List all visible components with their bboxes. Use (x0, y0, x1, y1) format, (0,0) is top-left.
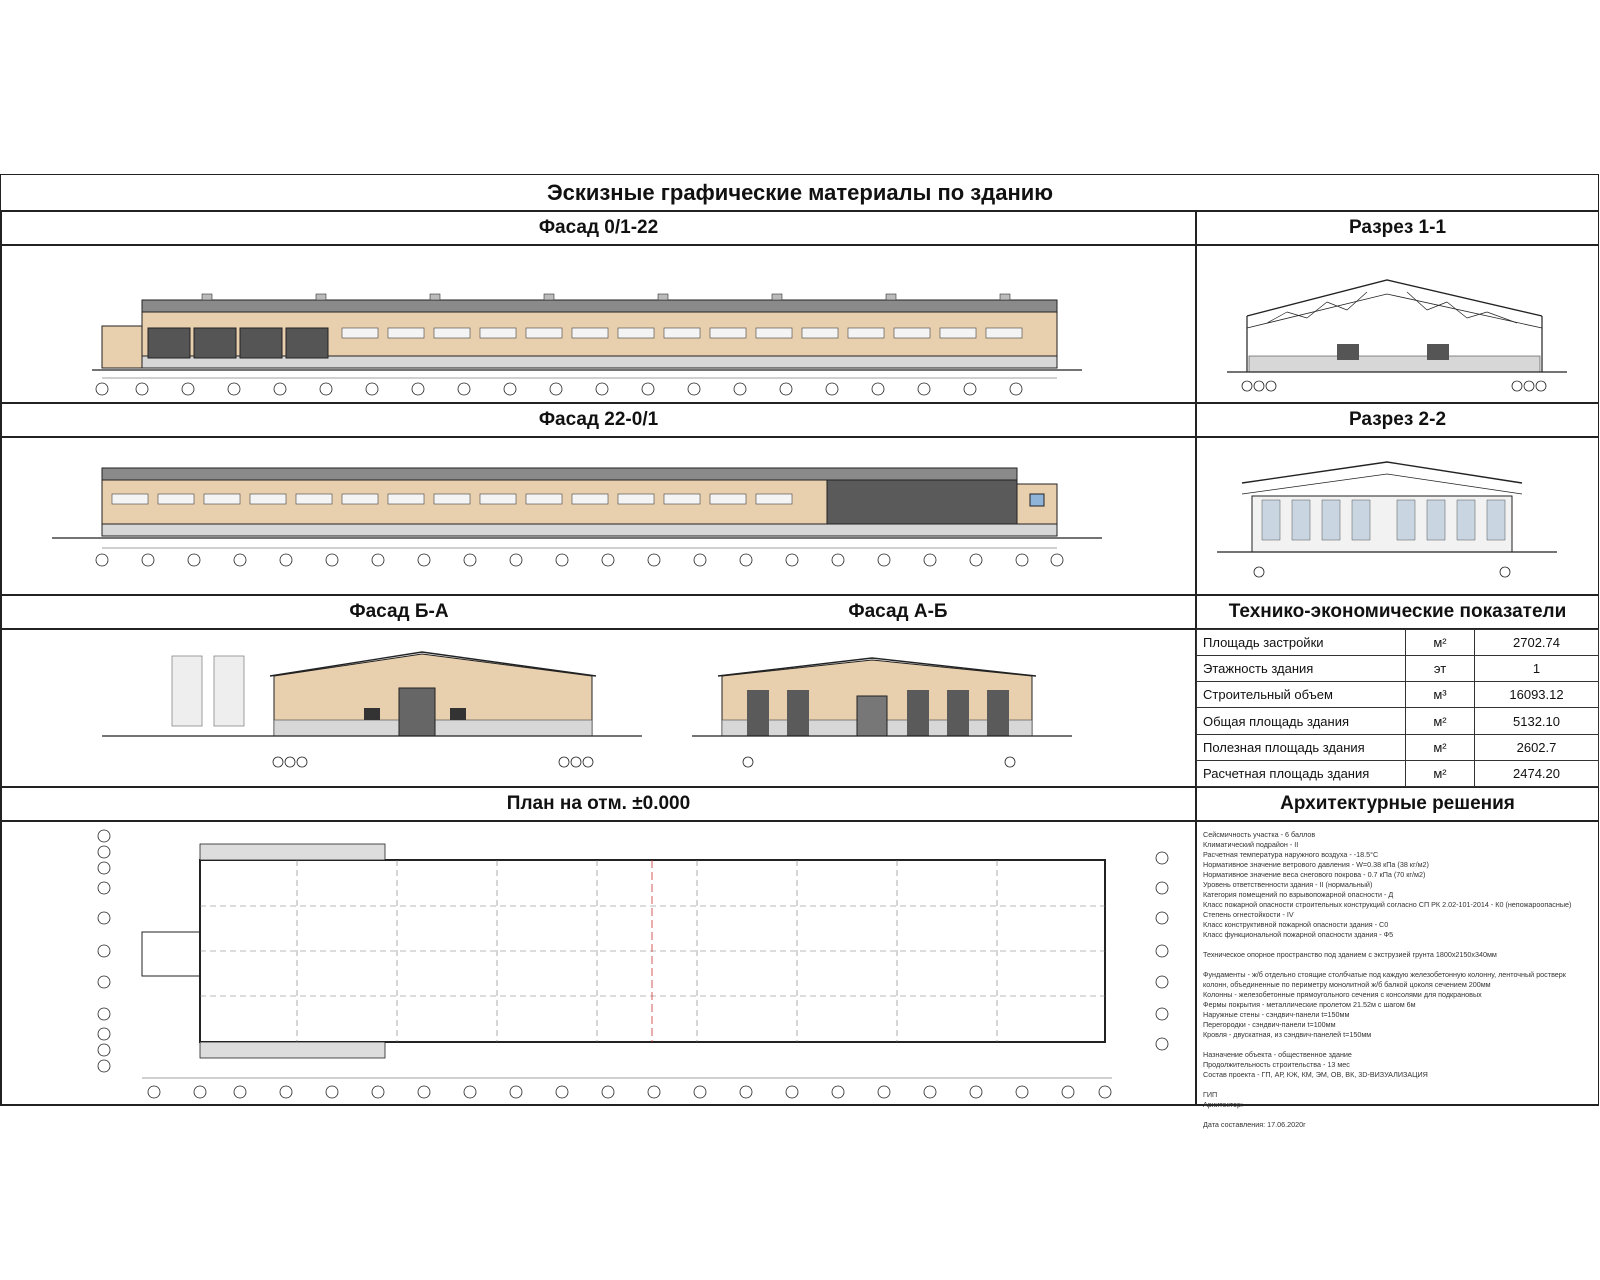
facade-2-title: Фасад 22-0/1 (1, 403, 1196, 437)
facade-1-svg (2, 246, 1197, 404)
section-2-title: Разрез 2-2 (1196, 403, 1599, 437)
facade-1-drawing (1, 245, 1196, 403)
note-line: Класс пожарной опасности строительных конструкций согласно СП РК 2.02-101-2014 - К0 (непожароопасные) (1203, 900, 1572, 909)
plan-svg (2, 822, 1197, 1106)
table-row (1197, 708, 1599, 734)
indicator-value: 2702.74 (1475, 630, 1599, 656)
note-line: Фундаменты - ж/б отдельно стоящие столбчатые под каждую железобетонную колонну, ленточный ростверк (1203, 970, 1566, 979)
indicator-value: 5132.10 (1475, 708, 1599, 734)
indicator-name: Расчетная площадь здания (1197, 760, 1406, 786)
facade-ba-title: Фасад Б-А (1, 595, 796, 629)
note-line: Состав проекта - ГП, АР, КЖ, КМ, ЭМ, ОВ, ВК, 3D-ВИЗУАЛИЗАЦИЯ (1203, 1070, 1428, 1079)
note-line: Колонны - железобетонные прямоугольного сечения с консолями для подкрановых (1203, 990, 1482, 999)
plan-drawing (1, 821, 1196, 1105)
table-row (1197, 630, 1599, 656)
note-line: Климатический подрайон - II (1203, 840, 1299, 849)
facade-ba-svg (2, 630, 1197, 788)
note-line: Продолжительность строительства - 13 мес (1203, 1060, 1350, 1069)
note-line: Класс функциональной пожарной опасности здания - Ф5 (1203, 930, 1394, 939)
note-line: Уровень ответственности здания - II (нормальный) (1203, 880, 1373, 889)
indicator-value: 2602.7 (1475, 734, 1599, 760)
indicator-unit: эт (1406, 656, 1475, 682)
section-2-drawing (1196, 437, 1599, 595)
note-line: Техническое опорное пространство под зданием с экструзией грунта 1800x2150x340мм (1203, 950, 1497, 959)
section-1-drawing (1196, 245, 1599, 403)
table-row (1197, 656, 1599, 682)
note-line: Нормативное значение веса снегового покрова - 0.7 кПа (70 кг/м2) (1203, 870, 1426, 879)
arch-notes-cell (1196, 821, 1599, 1129)
note-line: Наружные стены - сэндвич-панели t=150мм (1203, 1010, 1350, 1019)
indicator-name: Этажность здания (1197, 656, 1406, 682)
section-1-svg (1197, 246, 1600, 404)
plan-title: План на отм. ±0.000 (1, 787, 1196, 821)
arch-title: Архитектурные решения (1196, 787, 1599, 821)
indicator-value: 16093.12 (1475, 682, 1599, 708)
indicator-unit: м² (1406, 630, 1475, 656)
date-label: Дата составления: 17.06.2020г (1203, 1120, 1306, 1129)
indicator-name: Площадь застройки (1197, 630, 1406, 656)
note-line: Фермы покрытия - металлические пролетом 21.52м с шагом 6м (1203, 1000, 1416, 1009)
facade-ab-title: Фасад А-Б (601, 595, 1196, 629)
indicators-table (1196, 629, 1599, 787)
table-row (1197, 760, 1599, 786)
note-line: Нормативное значение ветрового давления - W=0.38 кПа (38 кг/м2) (1203, 860, 1429, 869)
sheet-title: Эскизные графические материалы по зданию (1, 175, 1599, 211)
note-line: Категория помещений по взрывопожарной опасности - Д (1203, 890, 1394, 899)
indicator-name: Строительный объем (1197, 682, 1406, 708)
indicators-title: Технико-экономические показатели (1196, 595, 1599, 629)
facade-2-drawing (1, 437, 1196, 595)
indicator-unit: м³ (1406, 682, 1475, 708)
note-line: Класс конструктивной пожарной опасности здания - С0 (1203, 920, 1389, 929)
indicator-value: 1 (1475, 656, 1599, 682)
section-2-svg (1197, 438, 1600, 596)
indicator-name: Полезная площадь здания (1197, 734, 1406, 760)
note-line: колонн, объединенные по периметру монолитной ж/б балкой цоколя сечением 200мм (1203, 980, 1491, 989)
arch-notes (1203, 830, 1592, 1130)
table-row (1197, 734, 1599, 760)
indicator-unit: м² (1406, 760, 1475, 786)
architect-label: Архитектор: (1203, 1100, 1243, 1109)
gip-label: ГИП (1203, 1090, 1218, 1099)
indicator-name: Общая площадь здания (1197, 708, 1406, 734)
note-line: Расчетная температура наружного воздуха - -18.5°C (1203, 850, 1379, 859)
indicators-table-cell (1196, 629, 1599, 787)
facade-end-drawings (1, 629, 1196, 787)
note-line: Кровля - двускатная, из сэндвич-панелей t=150мм (1203, 1030, 1372, 1039)
indicator-unit: м² (1406, 708, 1475, 734)
facade-1-title: Фасад 0/1-22 (1, 211, 1196, 245)
table-row (1197, 682, 1599, 708)
section-1-title: Разрез 1-1 (1196, 211, 1599, 245)
note-line: Степень огнестойкости - IV (1203, 910, 1294, 919)
note-line: Назначение объекта - общественное здание (1203, 1050, 1352, 1059)
facade-2-svg (2, 438, 1197, 596)
indicator-value: 2474.20 (1475, 760, 1599, 786)
note-line: Перегородки - сэндвич-панели t=100мм (1203, 1020, 1336, 1029)
note-line: Сейсмичность участка - 6 баллов (1203, 830, 1316, 839)
drawing-sheet (0, 174, 1599, 1129)
indicator-unit: м² (1406, 734, 1475, 760)
